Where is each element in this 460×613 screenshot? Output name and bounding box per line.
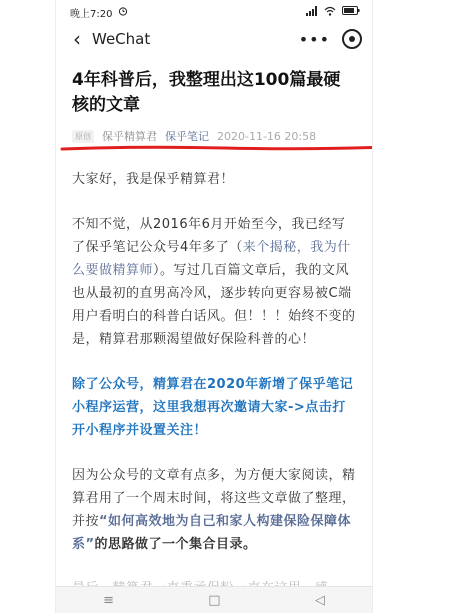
paragraph-intro — [72, 213, 356, 351]
reveal-article-link[interactable]: 来个揭秘，我为什么要做精算师 — [72, 240, 351, 278]
publish-date: 2020-11-16 20:58 — [217, 129, 317, 143]
insurance-system-link[interactable]: “如何高效地为自己和家人构建保险保障体系” — [72, 514, 352, 552]
chevron-left-icon: ‹ — [73, 27, 81, 51]
status-right — [306, 6, 360, 19]
account-link[interactable]: 保乎笔记 — [165, 130, 209, 143]
paragraph-directory-text-b: 的思路做了一个集合目录。 — [94, 537, 257, 552]
paragraph-directory — [72, 464, 356, 556]
back-button[interactable] — [66, 28, 88, 50]
article-meta — [72, 128, 356, 144]
author-name: 保乎精算君 — [102, 130, 157, 143]
signal-icon — [306, 6, 318, 19]
mini-program-close-button[interactable] — [342, 29, 362, 49]
red-underline-annotation — [60, 142, 373, 156]
target-icon — [349, 36, 355, 42]
alarm-clock-icon — [118, 6, 128, 19]
system-nav-bar — [56, 586, 372, 613]
wifi-icon — [324, 6, 336, 19]
menu-icon[interactable]: ≡ — [103, 592, 115, 608]
more-options-button[interactable]: ••• — [298, 29, 330, 49]
nav-actions — [299, 29, 362, 49]
paragraph-greeting: 大家好，我是保乎精算君！ — [72, 172, 235, 187]
paragraph-intro-text-a: 不知不觉，从2016年6月开始至今，我已经写了保乎笔记公众号4年多了（ — [72, 217, 346, 255]
status-bar — [56, 0, 372, 24]
status-time: 晚上7:20 — [70, 8, 113, 20]
mini-program-callout[interactable]: 除了公众号，精算君在2020年新增了保乎笔记小程序运营，这里我想再次邀请大家->点击打开小程序并设置关注！ — [72, 377, 354, 438]
nav-title: WeChat — [92, 30, 151, 48]
back-triangle-icon[interactable]: ◁ — [314, 592, 325, 608]
article — [56, 54, 372, 592]
battery-icon — [342, 6, 360, 18]
original-badge: 原创 — [72, 130, 94, 143]
status-left — [70, 5, 128, 20]
paragraph-directory-text-a: 因为公众号的文章有点多，为方便大家阅读，精算君用了一个周末时间，将这些文章做了整理，并按 — [72, 468, 356, 529]
paragraph-intro-text-b: ）。写过几百篇文章后，我的文风也从最初的直男高冷风，逐步转向更容易被C端用户看明白的科普白话风。但！！！始终不变的是，精算君那颗渴望做好保险科普的心！ — [72, 263, 356, 347]
phone-screen — [55, 0, 373, 613]
nav-bar — [56, 24, 372, 54]
article-content — [72, 168, 356, 592]
article-title: 4年科普后，我整理出这100篇最硬核的文章 — [72, 70, 341, 115]
home-icon[interactable]: □ — [208, 592, 221, 608]
